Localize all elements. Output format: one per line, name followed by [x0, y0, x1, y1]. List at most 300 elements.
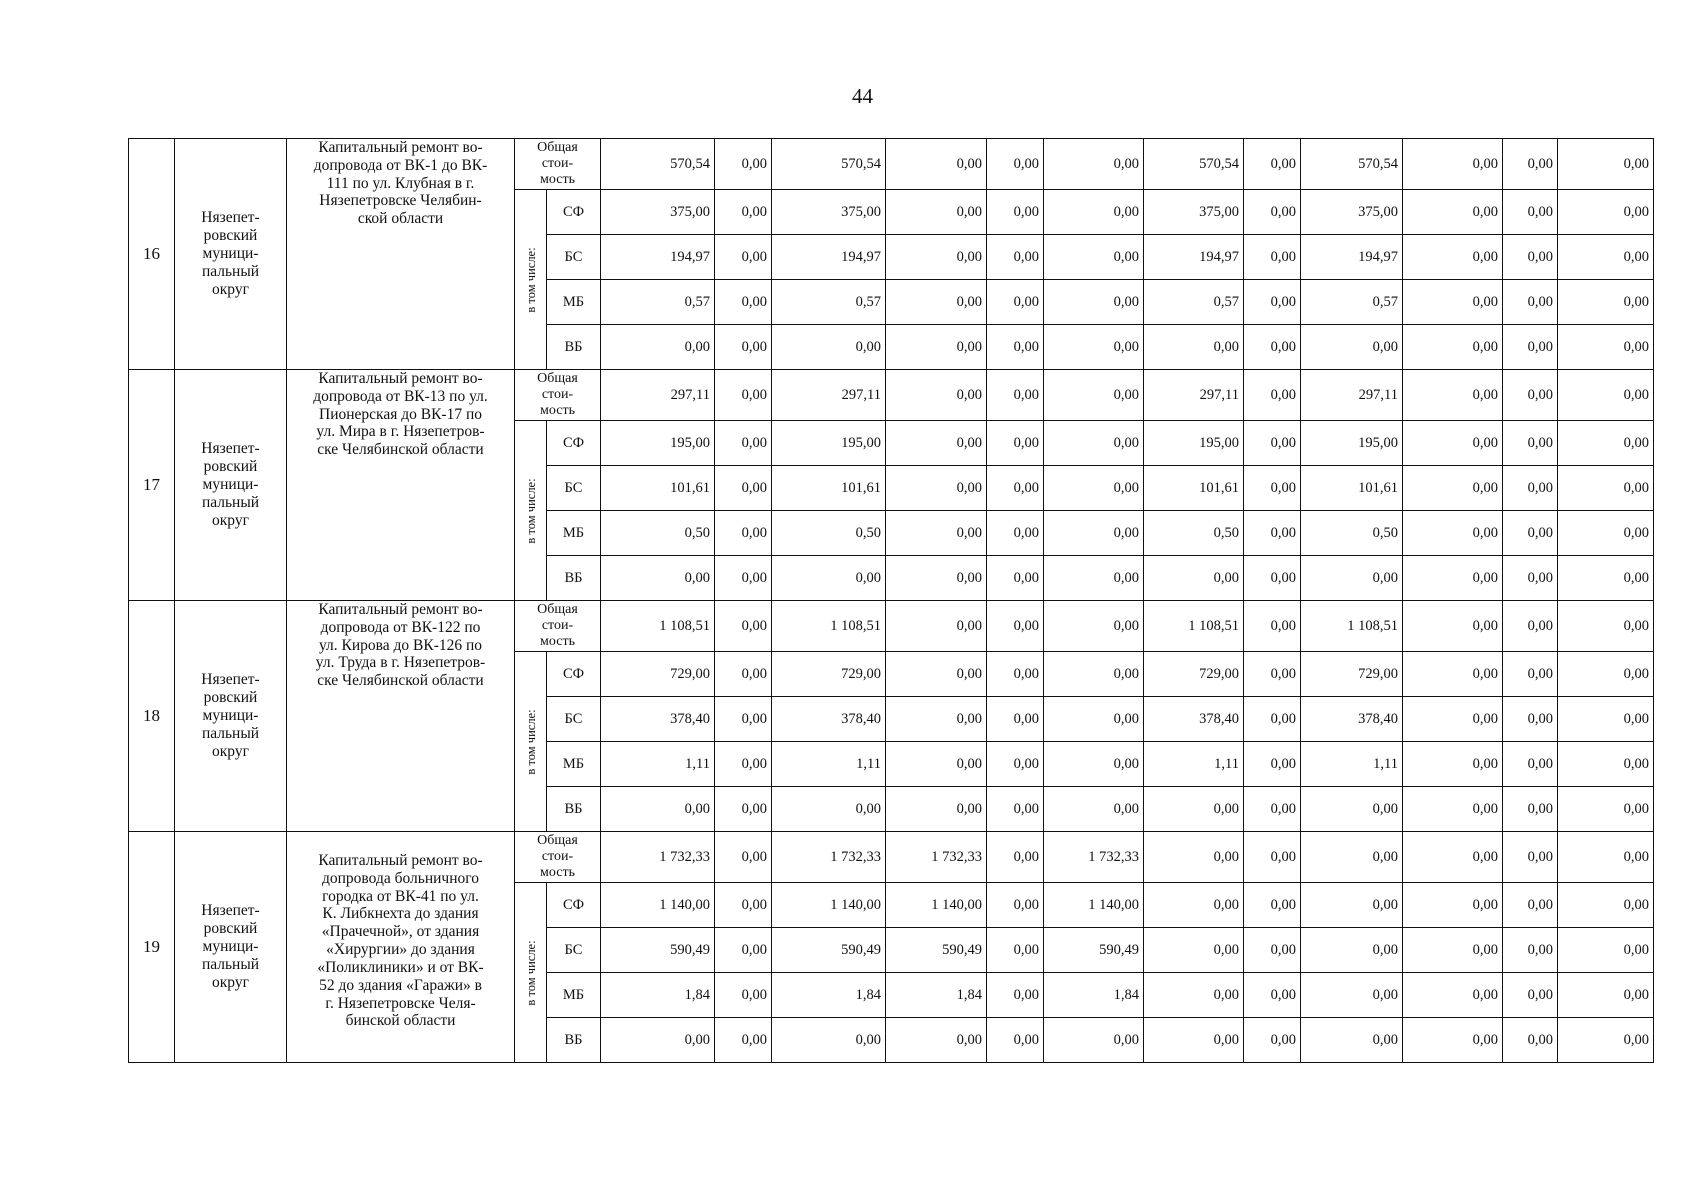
- value-cell: 0,00: [886, 1018, 987, 1063]
- value-cell: 0,00: [1044, 139, 1144, 190]
- value-cell: 0,00: [1558, 280, 1654, 325]
- value-cell: 375,00: [1301, 190, 1403, 235]
- value-cell: 101,61: [601, 466, 715, 511]
- value-cell: 195,00: [772, 421, 886, 466]
- value-cell: 0,00: [886, 742, 987, 787]
- district-line: ровский: [203, 689, 258, 707]
- value-cell: 0,00: [1244, 235, 1301, 280]
- total-cost-label-line: Общая: [537, 832, 578, 848]
- value-cell: 0,00: [987, 973, 1044, 1018]
- funding-source-label: БС: [547, 466, 601, 511]
- value-cell: 0,00: [1144, 883, 1244, 928]
- value-cell: 1,84: [886, 973, 987, 1018]
- description-line: ской области: [357, 210, 444, 228]
- district-line: пальный: [201, 262, 260, 280]
- funding-source-label: СФ: [547, 421, 601, 466]
- value-cell: 0,00: [1558, 883, 1654, 928]
- value-cell: 0,00: [1244, 511, 1301, 556]
- value-cell: 0,00: [886, 280, 987, 325]
- district-line: округ: [212, 511, 249, 529]
- total-cost-label: [515, 370, 601, 421]
- district-line: округ: [212, 742, 249, 760]
- value-cell: 590,49: [886, 928, 987, 973]
- value-cell: 0,00: [715, 787, 772, 832]
- total-cost-label: [515, 139, 601, 190]
- description-line: 111 по ул. Клубная в г.: [326, 174, 475, 192]
- description-line: «Прачечной», от здания: [321, 923, 480, 941]
- value-cell: 0,00: [1558, 928, 1654, 973]
- value-cell: 101,61: [772, 466, 886, 511]
- value-cell: 0,00: [987, 652, 1044, 697]
- total-cost-label-line: мость: [540, 634, 575, 650]
- value-cell: 195,00: [1301, 421, 1403, 466]
- including-label: [515, 883, 547, 1063]
- value-cell: 0,00: [1244, 973, 1301, 1018]
- value-cell: 1,84: [772, 973, 886, 1018]
- value-cell: 570,54: [1144, 139, 1244, 190]
- value-cell: 570,54: [601, 139, 715, 190]
- value-cell: 1 140,00: [1044, 883, 1144, 928]
- value-cell: 0,00: [1503, 370, 1558, 421]
- district-line: муници-: [202, 938, 259, 956]
- funding-source-label: МБ: [547, 742, 601, 787]
- description-line: Капитальный ремонт во-: [318, 139, 483, 156]
- value-cell: 0,00: [1244, 832, 1301, 883]
- value-cell: 729,00: [772, 652, 886, 697]
- value-cell: 375,00: [1144, 190, 1244, 235]
- value-cell: 0,00: [1244, 421, 1301, 466]
- value-cell: 0,00: [715, 973, 772, 1018]
- value-cell: 0,00: [1503, 883, 1558, 928]
- value-cell: 0,00: [1503, 742, 1558, 787]
- district-line: пальный: [201, 493, 260, 511]
- district-line: ровский: [203, 458, 258, 476]
- total-cost-label-line: стои-: [541, 155, 574, 171]
- value-cell: 0,00: [1044, 787, 1144, 832]
- value-cell: 0,00: [1244, 697, 1301, 742]
- value-cell: 0,00: [1558, 973, 1654, 1018]
- district-line: муници-: [202, 476, 259, 494]
- value-cell: 0,00: [772, 1018, 886, 1063]
- total-cost-label-line: мость: [540, 403, 575, 419]
- description-line: Капитальный ремонт во-: [318, 601, 483, 618]
- description-line: ске Челябинской области: [317, 672, 484, 690]
- project-description: [287, 601, 515, 832]
- total-cost-label-line: мость: [540, 865, 575, 881]
- value-cell: 0,00: [886, 466, 987, 511]
- value-cell: 0,00: [987, 370, 1044, 421]
- value-cell: 729,00: [1301, 652, 1403, 697]
- value-cell: 0,00: [987, 742, 1044, 787]
- value-cell: 0,00: [987, 928, 1044, 973]
- value-cell: 0,00: [1403, 601, 1503, 652]
- value-cell: 1 732,33: [772, 832, 886, 883]
- including-label-text: в том числе:: [523, 246, 538, 313]
- value-cell: 0,00: [1503, 421, 1558, 466]
- value-cell: 0,00: [1503, 466, 1558, 511]
- value-cell: 0,00: [772, 787, 886, 832]
- value-cell: 0,00: [987, 190, 1044, 235]
- value-cell: 0,00: [1558, 742, 1654, 787]
- value-cell: 0,00: [987, 139, 1044, 190]
- funding-source-label: ВБ: [547, 787, 601, 832]
- value-cell: 375,00: [601, 190, 715, 235]
- value-cell: 0,00: [601, 1018, 715, 1063]
- value-cell: 0,00: [1503, 787, 1558, 832]
- value-cell: 1,11: [1144, 742, 1244, 787]
- including-label: [515, 421, 547, 601]
- value-cell: 0,00: [772, 325, 886, 370]
- project-total-row: [129, 370, 1654, 421]
- value-cell: 0,00: [1244, 787, 1301, 832]
- value-cell: 0,00: [1044, 1018, 1144, 1063]
- value-cell: 0,00: [1403, 928, 1503, 973]
- value-cell: 297,11: [772, 370, 886, 421]
- value-cell: 0,00: [1503, 556, 1558, 601]
- value-cell: 0,00: [1144, 325, 1244, 370]
- value-cell: 0,00: [886, 370, 987, 421]
- value-cell: 0,00: [715, 742, 772, 787]
- value-cell: 0,00: [886, 139, 987, 190]
- value-cell: 0,00: [715, 370, 772, 421]
- value-cell: 0,00: [715, 421, 772, 466]
- value-cell: 101,61: [1301, 466, 1403, 511]
- value-cell: 0,00: [886, 325, 987, 370]
- value-cell: 0,00: [1244, 370, 1301, 421]
- value-cell: 0,00: [601, 787, 715, 832]
- value-cell: 590,49: [1044, 928, 1144, 973]
- value-cell: 0,00: [886, 190, 987, 235]
- value-cell: 1 140,00: [772, 883, 886, 928]
- value-cell: 1,11: [772, 742, 886, 787]
- value-cell: 570,54: [1301, 139, 1403, 190]
- total-cost-label: [515, 832, 601, 883]
- value-cell: 0,00: [715, 139, 772, 190]
- value-cell: 0,00: [1044, 280, 1144, 325]
- description-line: «Поликлиники» и от ВК-: [317, 958, 484, 976]
- value-cell: 0,50: [1301, 511, 1403, 556]
- including-label-text: в том числе:: [523, 477, 538, 544]
- description-line: «Хирургии» до здания: [326, 941, 475, 959]
- funding-source-label: БС: [547, 235, 601, 280]
- value-cell: 0,00: [1244, 652, 1301, 697]
- value-cell: 0,00: [1558, 1018, 1654, 1063]
- value-cell: 0,00: [1301, 832, 1403, 883]
- value-cell: 0,00: [1558, 370, 1654, 421]
- value-cell: 0,00: [715, 1018, 772, 1063]
- value-cell: 0,00: [1044, 370, 1144, 421]
- project-description: [287, 139, 515, 370]
- district-line: муници-: [202, 245, 259, 263]
- value-cell: 0,00: [1403, 370, 1503, 421]
- value-cell: 0,00: [1403, 742, 1503, 787]
- description-line: городка от ВК-41 по ул.: [322, 887, 479, 905]
- value-cell: 0,00: [1558, 652, 1654, 697]
- row-number: 17: [129, 370, 175, 601]
- district-line: пальный: [201, 724, 260, 742]
- district-line: округ: [212, 280, 249, 298]
- value-cell: 378,40: [601, 697, 715, 742]
- value-cell: 0,00: [1403, 1018, 1503, 1063]
- value-cell: 0,00: [1244, 601, 1301, 652]
- including-label: [515, 190, 547, 370]
- value-cell: 0,00: [1301, 1018, 1403, 1063]
- funding-source-label: ВБ: [547, 556, 601, 601]
- funding-source-label: МБ: [547, 511, 601, 556]
- value-cell: 0,00: [1503, 652, 1558, 697]
- value-cell: 0,00: [1403, 787, 1503, 832]
- value-cell: 0,00: [1558, 139, 1654, 190]
- value-cell: 0,00: [886, 787, 987, 832]
- value-cell: 0,00: [1503, 139, 1558, 190]
- value-cell: 0,00: [1244, 1018, 1301, 1063]
- value-cell: 0,00: [1301, 928, 1403, 973]
- description-line: К. Либкнехта до здания: [322, 905, 479, 923]
- value-cell: 0,00: [987, 697, 1044, 742]
- project-total-row: [129, 832, 1654, 883]
- value-cell: 0,00: [1503, 325, 1558, 370]
- district-line: ровский: [203, 920, 258, 938]
- total-cost-label-line: Общая: [537, 370, 578, 386]
- district-line: пальный: [201, 955, 260, 973]
- value-cell: 0,00: [601, 325, 715, 370]
- value-cell: 0,00: [886, 601, 987, 652]
- value-cell: 1,84: [601, 973, 715, 1018]
- value-cell: 0,00: [715, 235, 772, 280]
- value-cell: 0,00: [987, 280, 1044, 325]
- value-cell: 0,00: [886, 421, 987, 466]
- value-cell: 297,11: [1301, 370, 1403, 421]
- row-number: 16: [129, 139, 175, 370]
- value-cell: 0,00: [715, 280, 772, 325]
- value-cell: 0,00: [1558, 787, 1654, 832]
- value-cell: 0,00: [886, 697, 987, 742]
- description-line: Нязепетровске Челябин-: [319, 192, 482, 210]
- funding-source-label: МБ: [547, 280, 601, 325]
- project-description: [287, 832, 515, 1063]
- district-cell: [175, 370, 287, 601]
- total-cost-label: [515, 601, 601, 652]
- value-cell: 729,00: [1144, 652, 1244, 697]
- value-cell: 0,00: [1503, 928, 1558, 973]
- value-cell: 0,00: [886, 652, 987, 697]
- value-cell: 0,00: [1044, 511, 1144, 556]
- value-cell: 0,50: [601, 511, 715, 556]
- district-line: Нязепет-: [201, 902, 260, 920]
- value-cell: 0,00: [715, 556, 772, 601]
- value-cell: 0,00: [886, 235, 987, 280]
- value-cell: 590,49: [601, 928, 715, 973]
- value-cell: 1 108,51: [601, 601, 715, 652]
- value-cell: 0,00: [1558, 601, 1654, 652]
- description-line: Пионерская до ВК-17 по: [319, 405, 482, 423]
- value-cell: 0,00: [1503, 1018, 1558, 1063]
- total-cost-label-line: стои-: [541, 617, 574, 633]
- value-cell: 0,00: [1244, 190, 1301, 235]
- description-line: допровода от ВК-1 до ВК-: [313, 156, 488, 174]
- description-line: ул. Мира в г. Нязепетров-: [316, 423, 485, 441]
- value-cell: 0,57: [1301, 280, 1403, 325]
- district-line: Нязепет-: [201, 671, 260, 689]
- value-cell: 0,00: [1044, 742, 1144, 787]
- value-cell: 0,00: [987, 325, 1044, 370]
- value-cell: 0,00: [1503, 190, 1558, 235]
- value-cell: 0,00: [1503, 511, 1558, 556]
- value-cell: 0,00: [987, 511, 1044, 556]
- district-line: Нязепет-: [201, 440, 260, 458]
- value-cell: 0,00: [1503, 601, 1558, 652]
- description-line: допровода от ВК-122 по: [320, 618, 481, 636]
- value-cell: 0,00: [772, 556, 886, 601]
- value-cell: 0,00: [1301, 556, 1403, 601]
- including-label: [515, 652, 547, 832]
- value-cell: 0,00: [1244, 280, 1301, 325]
- value-cell: 0,00: [1244, 883, 1301, 928]
- value-cell: 0,00: [1144, 1018, 1244, 1063]
- value-cell: 0,00: [1558, 466, 1654, 511]
- description-line: 52 до здания «Гаражи» в: [319, 976, 482, 994]
- value-cell: 0,00: [715, 928, 772, 973]
- value-cell: 0,00: [1044, 652, 1144, 697]
- value-cell: 1 140,00: [601, 883, 715, 928]
- value-cell: 0,00: [987, 883, 1044, 928]
- value-cell: 0,00: [1301, 787, 1403, 832]
- value-cell: 0,57: [772, 280, 886, 325]
- value-cell: 195,00: [601, 421, 715, 466]
- value-cell: 0,00: [1144, 973, 1244, 1018]
- value-cell: 570,54: [772, 139, 886, 190]
- value-cell: 0,00: [1044, 697, 1144, 742]
- total-cost-label-line: стои-: [541, 848, 574, 864]
- value-cell: 0,00: [1144, 928, 1244, 973]
- value-cell: 1 140,00: [886, 883, 987, 928]
- district-cell: [175, 832, 287, 1063]
- value-cell: 0,00: [1301, 325, 1403, 370]
- value-cell: 0,00: [1403, 139, 1503, 190]
- value-cell: 0,00: [987, 421, 1044, 466]
- value-cell: 0,00: [1403, 325, 1503, 370]
- value-cell: 378,40: [1144, 697, 1244, 742]
- value-cell: 1,11: [601, 742, 715, 787]
- value-cell: 0,00: [1558, 235, 1654, 280]
- value-cell: 0,00: [1503, 697, 1558, 742]
- value-cell: 0,00: [1503, 235, 1558, 280]
- district-line: Нязепет-: [201, 209, 260, 227]
- district-cell: [175, 139, 287, 370]
- value-cell: 1 108,51: [1301, 601, 1403, 652]
- value-cell: 0,00: [1558, 556, 1654, 601]
- value-cell: 0,00: [715, 466, 772, 511]
- value-cell: 0,00: [1244, 556, 1301, 601]
- district-cell: [175, 601, 287, 832]
- value-cell: 0,00: [1044, 190, 1144, 235]
- project-description: [287, 370, 515, 601]
- value-cell: 0,00: [1244, 928, 1301, 973]
- value-cell: 0,00: [715, 601, 772, 652]
- value-cell: 0,00: [886, 511, 987, 556]
- value-cell: 0,00: [987, 787, 1044, 832]
- value-cell: 101,61: [1144, 466, 1244, 511]
- value-cell: 0,00: [987, 832, 1044, 883]
- value-cell: 1 732,33: [1044, 832, 1144, 883]
- value-cell: 0,00: [1403, 511, 1503, 556]
- value-cell: 0,00: [1044, 421, 1144, 466]
- value-cell: 0,00: [1403, 466, 1503, 511]
- funding-source-label: БС: [547, 928, 601, 973]
- value-cell: 0,00: [1503, 832, 1558, 883]
- description-line: ске Челябинской области: [317, 441, 484, 459]
- value-cell: 0,00: [1558, 421, 1654, 466]
- value-cell: 0,00: [1403, 280, 1503, 325]
- value-cell: 378,40: [772, 697, 886, 742]
- funding-source-label: СФ: [547, 190, 601, 235]
- value-cell: 1,84: [1044, 973, 1144, 1018]
- row-number: 18: [129, 601, 175, 832]
- value-cell: 297,11: [601, 370, 715, 421]
- value-cell: 0,00: [1403, 652, 1503, 697]
- value-cell: 0,00: [1144, 787, 1244, 832]
- project-total-row: [129, 601, 1654, 652]
- value-cell: 0,00: [715, 190, 772, 235]
- value-cell: 1 732,33: [601, 832, 715, 883]
- value-cell: 0,00: [1403, 556, 1503, 601]
- description-line: допровода больничного: [322, 869, 479, 887]
- district-line: округ: [212, 973, 249, 991]
- value-cell: 0,00: [1301, 973, 1403, 1018]
- value-cell: 0,00: [715, 697, 772, 742]
- value-cell: 0,00: [1403, 190, 1503, 235]
- description-line: Капитальный ремонт во-: [318, 370, 483, 387]
- description-line: Капитальный ремонт во-: [318, 852, 483, 869]
- district-line: муници-: [202, 707, 259, 725]
- value-cell: 0,00: [1503, 973, 1558, 1018]
- value-cell: 0,00: [1144, 832, 1244, 883]
- row-number: 19: [129, 832, 175, 1063]
- value-cell: 0,00: [1144, 556, 1244, 601]
- funding-source-label: ВБ: [547, 1018, 601, 1063]
- value-cell: 0,00: [1044, 556, 1144, 601]
- value-cell: 0,00: [1558, 511, 1654, 556]
- description-line: г. Нязепетровске Челя-: [325, 994, 476, 1012]
- description-line: бинской области: [345, 1012, 456, 1030]
- value-cell: 0,00: [715, 832, 772, 883]
- value-cell: 378,40: [1301, 697, 1403, 742]
- value-cell: 0,00: [987, 1018, 1044, 1063]
- value-cell: 1 108,51: [1144, 601, 1244, 652]
- value-cell: 0,00: [1403, 832, 1503, 883]
- value-cell: 0,00: [1244, 139, 1301, 190]
- value-cell: 0,00: [1403, 697, 1503, 742]
- value-cell: 0,00: [1044, 235, 1144, 280]
- budget-table: [128, 138, 1654, 1063]
- value-cell: 0,00: [715, 883, 772, 928]
- value-cell: 194,97: [1144, 235, 1244, 280]
- total-cost-label-line: стои-: [541, 386, 574, 402]
- value-cell: 0,00: [1558, 697, 1654, 742]
- value-cell: 0,00: [715, 652, 772, 697]
- value-cell: 0,00: [1558, 832, 1654, 883]
- funding-source-label: СФ: [547, 652, 601, 697]
- value-cell: 0,00: [1403, 421, 1503, 466]
- value-cell: 1 732,33: [886, 832, 987, 883]
- description-line: ул. Труда в г. Нязепетров-: [315, 654, 486, 672]
- value-cell: 0,00: [1044, 466, 1144, 511]
- value-cell: 590,49: [772, 928, 886, 973]
- total-cost-label-line: Общая: [537, 601, 578, 617]
- value-cell: 0,00: [987, 601, 1044, 652]
- value-cell: 0,57: [1144, 280, 1244, 325]
- value-cell: 0,57: [601, 280, 715, 325]
